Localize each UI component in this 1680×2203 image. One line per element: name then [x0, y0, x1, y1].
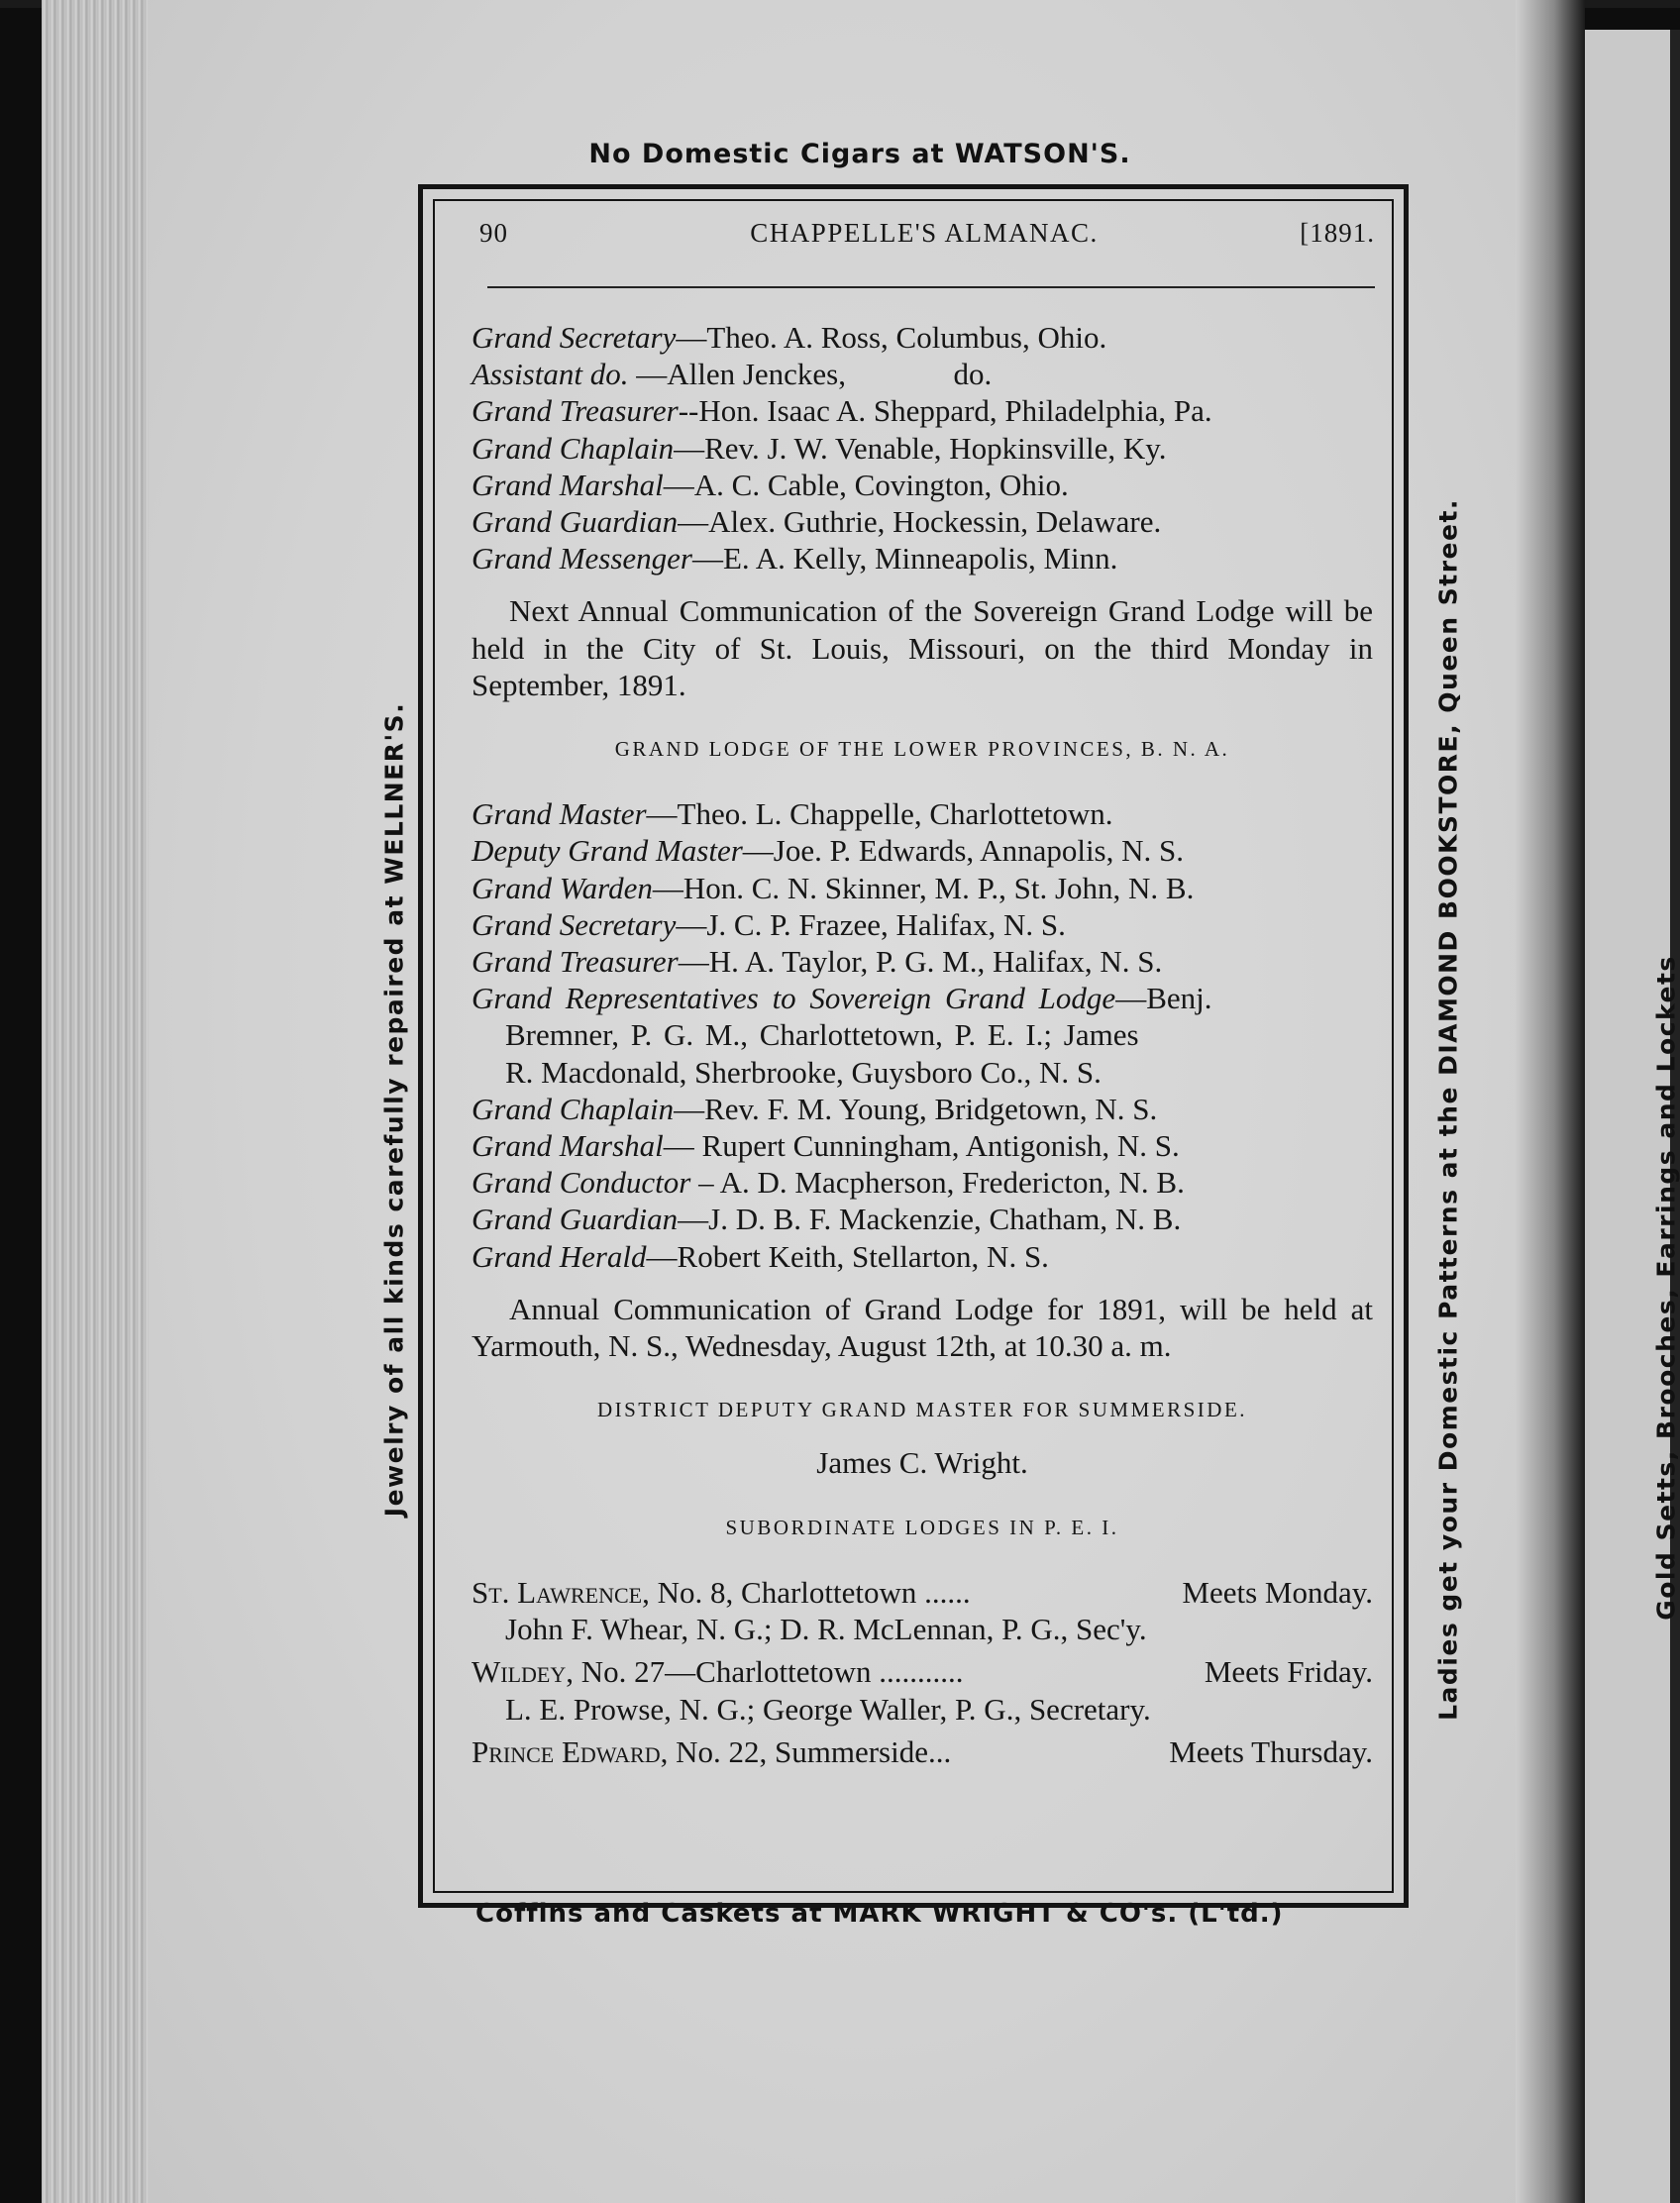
bottom-advert: Coffins and Caskets at MARK WRIGHT & CO's. (L'td.) [475, 1899, 1284, 1929]
lower-provinces-officers [472, 795, 1373, 1275]
lodge-line: Prince Edward, No. 22, Summerside... Meets Thursday. [472, 1733, 1373, 1769]
officer-line: Grand Representatives to Sovereign Grand Lodge—Benj. [472, 981, 1212, 1016]
lodge-name: Wildey [472, 1654, 567, 1690]
officer-line: Grand Master—Theo. L. Chappelle, Charlottetown. [472, 796, 1113, 832]
lodge-line: St. Lawrence, No. 8, Charlottetown ...... Meets Monday. [472, 1574, 1373, 1610]
adjacent-page-advert: Gold Setts, Brooches, Earrings and Lockets [1651, 955, 1680, 1621]
officer-line: Grand Marshal— Rupert Cunningham, Antigonish, N. S. [472, 1128, 1180, 1164]
book-gutter [1516, 0, 1585, 2203]
officer-line: Grand Messenger—E. A. Kelly, Minneapolis, Minn. [472, 541, 1118, 577]
sovereign-note: Next Annual Communication of the Sovereign Grand Lodge will be held in the City of St. Louis, Missouri, on the third Monday in September, 1891. [472, 593, 1373, 702]
district-heading: DISTRICT DEPUTY GRAND MASTER FOR SUMMERSIDE. [596, 1398, 1248, 1422]
top-advert: No Domestic Cigars at WATSON'S. [588, 139, 1131, 169]
officer-line: Grand Treasurer—H. A. Taylor, P. G. M., Halifax, N. S. [472, 944, 1163, 980]
officer-line: Grand Guardian—J. D. B. F. Mackenzie, Chatham, N. B. [472, 1202, 1182, 1237]
officer-line: Grand Treasurer--Hon. Isaac A. Sheppard, Philadelphia, Pa. [472, 393, 1212, 429]
officer-line: R. Macdonald, Sherbrooke, Guysboro Co., N. S. [505, 1054, 1102, 1090]
header-rule [487, 286, 1375, 288]
grand-lodge-note: Annual Communication of Grand Lodge for 1891, will be held at Yarmouth, N. S., Wednesday, August 12th, at 10.30 a. m. [472, 1291, 1373, 1364]
lodge-meets: Meets Thursday. [1169, 1733, 1373, 1769]
almanac-title: CHAPPELLE'S ALMANAC. [750, 218, 1099, 248]
list-item [472, 1733, 1373, 1770]
lodge-meets: Meets Monday. [1182, 1574, 1373, 1610]
lodge-line: Wildey, No. 27—Charlottetown ........... Meets Friday. [472, 1654, 1373, 1690]
list-item [472, 1574, 1373, 1647]
running-header [473, 214, 1375, 254]
page-number: 90 [479, 218, 508, 248]
left-advert: Jewelry of all kinds carefully repaired at WELLNER'S. [379, 701, 409, 1518]
lodge-name: St. Lawrence [472, 1574, 643, 1610]
officer-line: Grand Guardian—Alex. Guthrie, Hockessin, Delaware. [472, 504, 1162, 540]
officer-line: Grand Secretary—J. C. P. Frazee, Halifax, N. S. [472, 906, 1066, 942]
officer-line: Grand Chaplain—Rev. J. W. Venable, Hopkinsville, Ky. [472, 430, 1167, 466]
lodge-officers: L. E. Prowse, N. G.; George Waller, P. G., Secretary. [505, 1691, 1151, 1727]
subordinate-heading: SUBORDINATE LODGES IN P. E. I. [725, 1515, 1119, 1539]
lodge-list [472, 1574, 1373, 1770]
sovereign-officers-list [472, 319, 1373, 577]
officer-line: Bremner, P. G. M., Charlottetown, P. E. I.; James [505, 1017, 1139, 1053]
page-body [472, 319, 1373, 1770]
officer-line: Deputy Grand Master—Joe. P. Edwards, Annapolis, N. S. [472, 833, 1184, 869]
officer-line: Grand Conductor – A. D. Macpherson, Fredericton, N. B. [472, 1165, 1185, 1201]
year: [1891. [1300, 218, 1375, 248]
lodge-officers: John F. Whear, N. G.; D. R. McLennan, P. G., Sec'y. [505, 1612, 1147, 1647]
lodge-meets: Meets Friday. [1204, 1654, 1373, 1690]
lodge-name: Prince Edward [472, 1733, 661, 1769]
list-item [472, 1653, 1373, 1727]
officer-line: Assistant do. —Allen Jenckes, do. [472, 357, 993, 392]
district-deputy-name: James C. Wright. [816, 1445, 1028, 1481]
right-advert: Ladies get your Domestic Patterns at the DIAMOND BOOKSTORE, Queen Street. [1433, 498, 1463, 1721]
officer-line: Grand Secretary—Theo. A. Ross, Columbus, Ohio. [472, 320, 1107, 355]
officer-line: Grand Marshal—A. C. Cable, Covington, Ohio. [472, 467, 1069, 502]
officer-line: Grand Warden—Hon. C. N. Skinner, M. P., St. John, N. B. [472, 870, 1195, 905]
lower-provinces-heading: GRAND LODGE OF THE LOWER PROVINCES, B. N. A. [614, 737, 1230, 762]
officer-line: Grand Chaplain—Rev. F. M. Young, Bridgetown, N. S. [472, 1091, 1158, 1126]
officer-line: Grand Herald—Robert Keith, Stellarton, N. S. [472, 1238, 1049, 1274]
